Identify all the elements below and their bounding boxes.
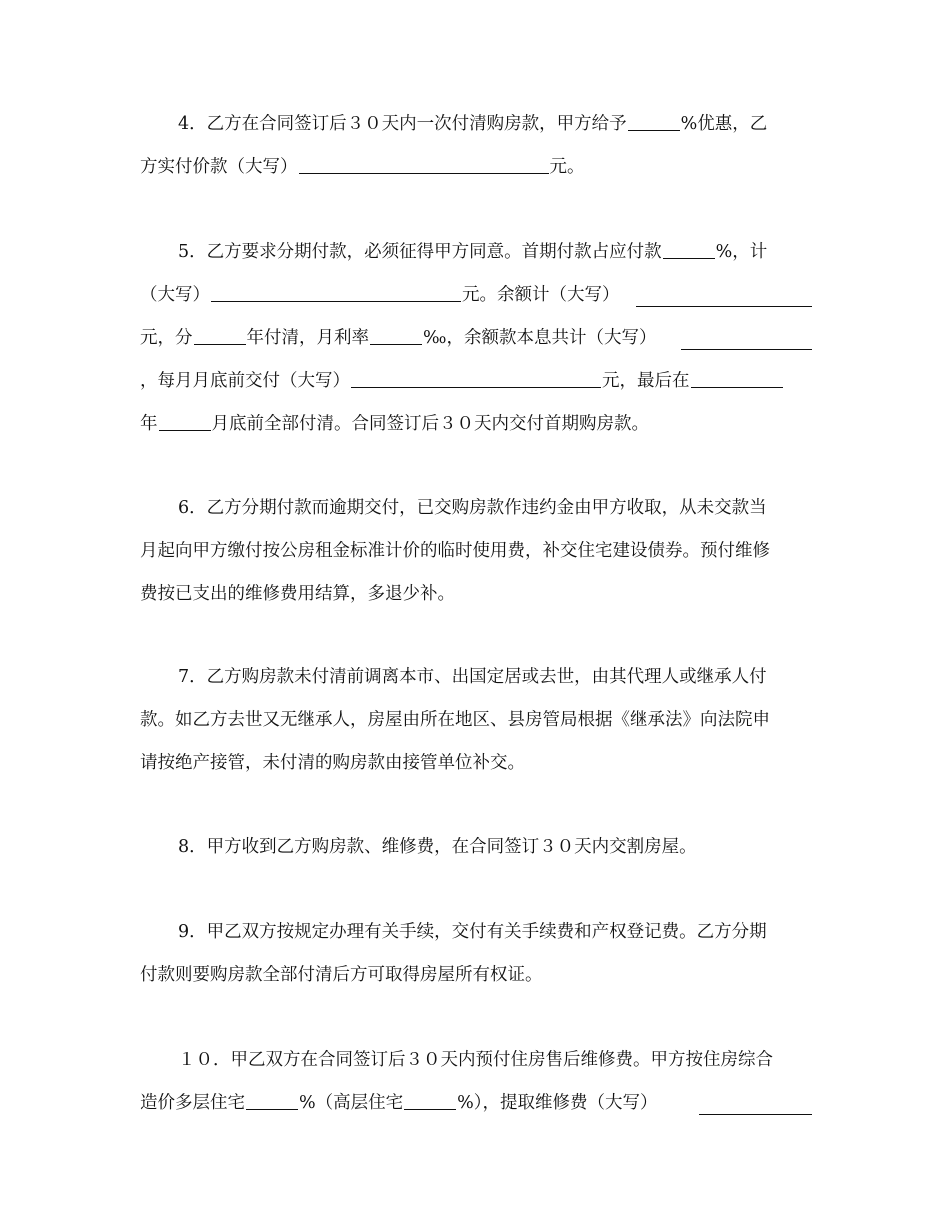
years-blank[interactable] (194, 344, 246, 345)
clause-5-line-4 (140, 360, 812, 403)
clause-10-line-1: １０．甲乙双方在合同签订后３０天内预付住房售后维修费。甲方按住房综合 (178, 1050, 773, 1070)
clause-4-text-c: 方实付价款（大写） (140, 157, 298, 177)
clause-5-text-j: 年 (140, 414, 158, 434)
clause-5-line-2 (140, 274, 812, 317)
clause-7-line-3: 请按绝产接管，未付清的购房款由接管单位补交。 (140, 753, 525, 773)
clause-6-line-3: 费按已支出的维修费用结算，多退少补。 (140, 584, 455, 604)
clause-5-text-i: 元，最后在 (602, 371, 690, 391)
final-year-blank[interactable] (691, 387, 783, 388)
clause-4-text-d: 元。 (549, 157, 585, 177)
clause-10-text-c: %），提取维修费（大写） (457, 1093, 658, 1113)
clause-5-line-5 (140, 403, 812, 446)
clause-4 (140, 103, 812, 189)
clause-5-line-1 (140, 231, 812, 274)
clause-5-text-f: 年付清，月利率 (246, 328, 369, 348)
actual-price-blank[interactable] (299, 173, 549, 174)
clause-5 (140, 231, 812, 446)
clause-5-text-e: 元，分 (140, 328, 193, 348)
monthly-rate-blank[interactable] (370, 344, 422, 345)
highrise-percent-blank[interactable] (404, 1109, 456, 1110)
clause-8-line-1: 8．甲方收到乙方购房款、维修费，在合同签订３０天内交割房屋。 (178, 837, 697, 857)
clause-6-line-1: 6．乙方分期付款而逾期交付，已交购房款作违约金由甲方收取，从未交款当 (178, 498, 767, 518)
maintenance-fee-blank[interactable] (699, 1114, 812, 1115)
clause-10 (140, 1039, 812, 1125)
discount-percent-blank[interactable] (628, 130, 680, 131)
clause-7 (140, 656, 812, 785)
clause-10-text-b: %（高层住宅 (299, 1093, 404, 1113)
multistory-percent-blank[interactable] (246, 1109, 298, 1110)
clause-10-text-a: 造价多层住宅 (140, 1093, 245, 1113)
clause-5-text-c: （大写） (140, 285, 210, 305)
clause-9-line-1: 9．甲乙双方按规定办理有关手续，交付有关手续费和产权登记费。乙方分期 (178, 922, 767, 942)
clause-4-text-b: %优惠，乙 (680, 114, 768, 134)
down-payment-amount-blank[interactable] (211, 301, 461, 302)
clause-5-line-3 (140, 317, 812, 360)
final-month-blank[interactable] (159, 430, 211, 431)
clause-5-text-h: ，每月月底前交付（大写） (140, 371, 350, 391)
clause-7-line-1: 7．乙方购房款未付清前调离本市、出国定居或去世，由其代理人或继承人付 (178, 667, 767, 687)
balance-amount-blank[interactable] (636, 306, 812, 307)
clause-9-line-2: 付款则要购房款全部付清后方可取得房屋所有权证。 (140, 965, 543, 985)
clause-8 (140, 826, 812, 869)
monthly-payment-blank[interactable] (351, 387, 601, 388)
total-interest-blank[interactable] (681, 349, 812, 350)
clause-4-text-a: 4．乙方在合同签订后３０天内一次付清购房款，甲方给予 (178, 114, 627, 134)
clause-6 (140, 487, 812, 616)
clause-5-text-d: 元。余额计（大写） (462, 285, 620, 305)
clause-5-text-g: ‰，余额款本息共计（大写） (423, 328, 657, 348)
clause-9 (140, 911, 812, 997)
clause-4-line-1 (140, 103, 812, 146)
down-payment-percent-blank[interactable] (663, 258, 715, 259)
clause-5-text-k: 月底前全部付清。合同签订后３０天内交付首期购房款。 (211, 414, 649, 434)
clause-6-line-2: 月起向甲方缴付按公房租金标准计价的临时使用费，补交住宅建设债券。预付维修 (140, 541, 770, 561)
clause-10-line-2 (140, 1082, 812, 1125)
clause-4-line-2 (140, 146, 812, 189)
clause-5-text-b: %，计 (715, 242, 768, 262)
clause-7-line-2: 款。如乙方去世又无继承人，房屋由所在地区、县房管局根据《继承法》向法院申 (140, 710, 770, 730)
clause-5-text-a: 5．乙方要求分期付款，必须征得甲方同意。首期付款占应付款 (178, 242, 662, 262)
